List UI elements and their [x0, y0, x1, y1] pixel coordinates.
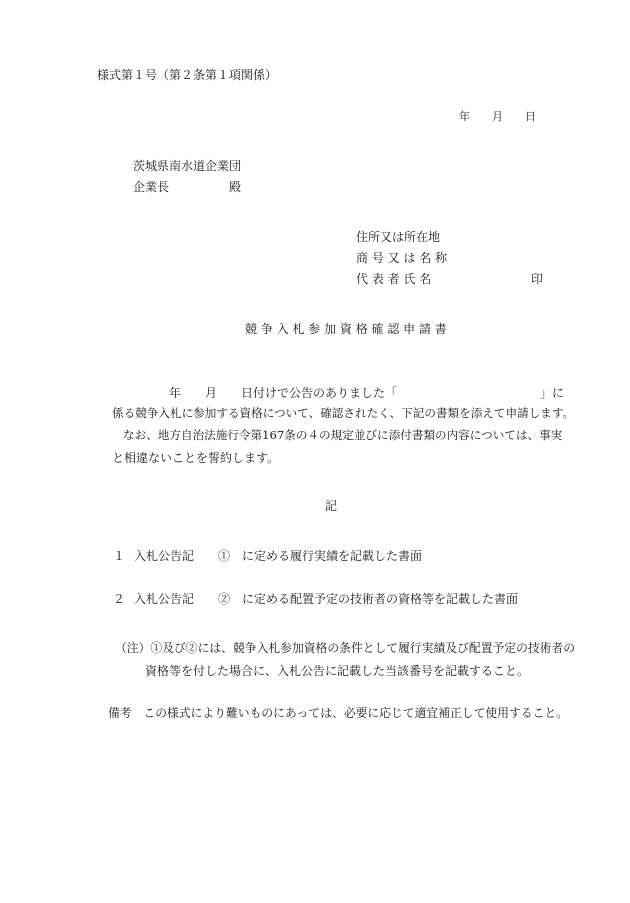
form-label: 様式第１号（第２条第１項関係）	[97, 68, 278, 82]
address-label: 住所又は所在地	[356, 230, 441, 244]
item-1-number: １	[113, 549, 126, 563]
seal-mark: 印	[531, 272, 544, 286]
item-2-text: 入札公告記 ② に定める配置予定の技術者の資格等を記載した書面	[134, 592, 519, 606]
name-label: 商 号 又 は 名 称	[356, 251, 448, 265]
note-line-1: （注）①及び②には、競争入札参加資格の条件として履行実績及び配置予定の技術者の	[115, 641, 576, 655]
body-line-1b: 」に	[540, 386, 565, 400]
item-2-number: ２	[113, 592, 126, 606]
body-line-1a: 年 月 日付けで公告のありました「	[169, 386, 398, 400]
document-title: 競 争 入 札 参 加 資 格 確 認 申 請 書	[245, 322, 447, 336]
item-1-text: 入札公告記 ① に定める履行実績を記載した書面	[134, 549, 423, 563]
representative-label: 代 表 者 氏 名	[356, 272, 432, 286]
note-line-2: 資格等を付した場合に、入札公告に記載した当該番号を記載すること。	[145, 664, 530, 678]
body-line-2: 係る競争入札に参加する資格について、確認されたく、下記の書類を添えて申請します。	[112, 406, 575, 420]
date-line: 年 月 日	[459, 110, 536, 123]
ki-heading: 記	[325, 499, 338, 513]
recipient-title: 企業長 殿	[133, 180, 242, 194]
body-line-4: と相違ないことを誓約します。	[112, 451, 280, 465]
body-line-3: なお、地方自治法施行令第167条の４の規定並びに添付書類の内容については、事実	[123, 428, 563, 442]
remarks: 備考 この様式により難いものにあっては、必要に応じて適宜補正して使用すること。	[108, 706, 568, 720]
recipient-org: 茨城県南水道企業団	[133, 159, 242, 173]
